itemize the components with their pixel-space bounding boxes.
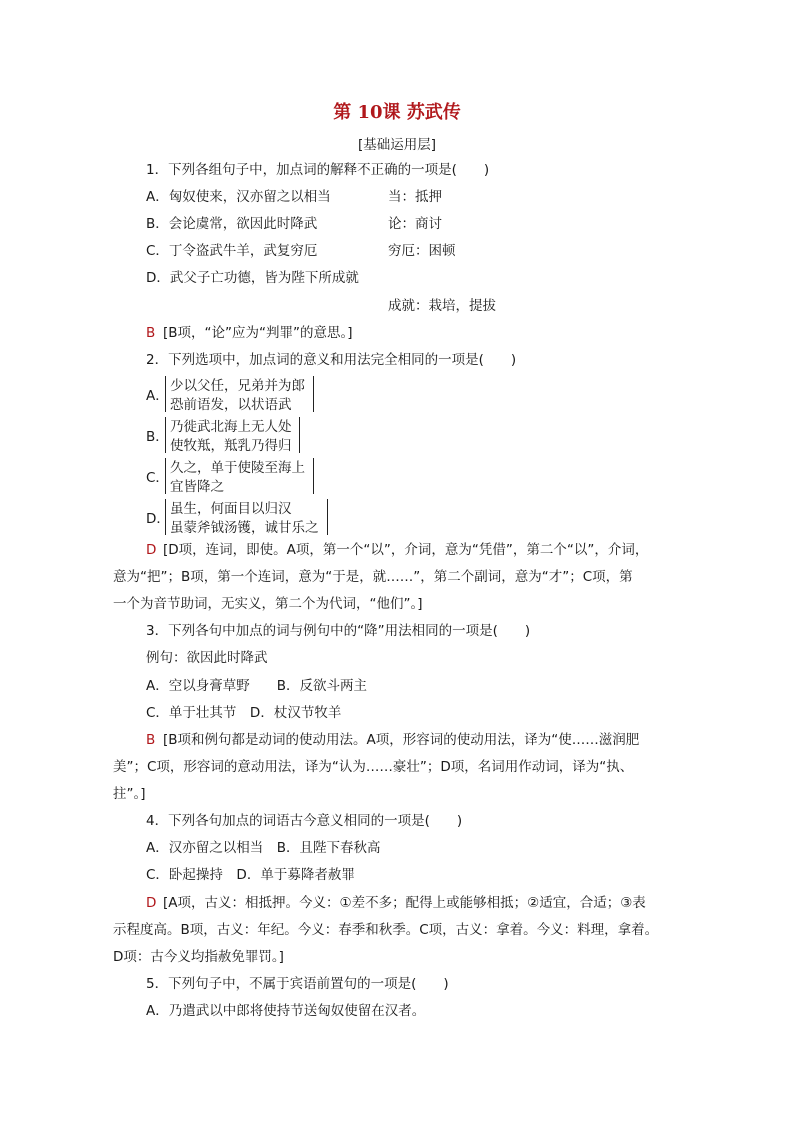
q2-option-b-line1: 乃徙武北海上无人处 (170, 419, 292, 435)
left-brace-icon (165, 417, 168, 453)
q2-option-d-line2: 虽蒙斧钺汤镬，诚甘乐之 (170, 520, 319, 536)
q3-answer-line3: 拄”。] (113, 786, 146, 802)
q2-option-c-line2: 宜皆降之 (170, 479, 224, 495)
q2-option-b-label: B． (146, 429, 169, 445)
q4-options-ab: A．汉亦留之以相当 B．且陛下春秋高 (146, 840, 381, 856)
q1-option-a-gloss: 当：抵押 (388, 189, 442, 205)
q3-answer-letter: B (146, 732, 156, 748)
q2-option-d-label: D． (146, 511, 170, 527)
q2-option-a-label: A． (146, 388, 169, 404)
left-brace-icon (165, 458, 168, 494)
q3-stem: 3．下列各句中加点的词与例句中的“降”用法相同的一项是( ) (146, 623, 531, 639)
q2-option-d-line1: 虽生，何面目以归汉 (170, 501, 292, 517)
q1-option-c-gloss: 穷厄：困顿 (388, 243, 456, 259)
q2-option-d (146, 497, 346, 537)
q5-stem: 5．下列句子中，不属于宾语前置句的一项是( ) (146, 976, 449, 992)
q1-option-a: A．匈奴使来，汉亦留之以相当 (146, 189, 331, 205)
q2-option-b-line2: 使牧羝，羝乳乃得归 (170, 438, 292, 454)
q1-answer-explanation: [B项，“论”应为“判罪”的意思。] (163, 325, 353, 341)
q3-answer-line1: [B项和例句都是动词的使动用法。A项，形容词的使动用法，译为“使……滋润肥 (163, 732, 640, 748)
left-brace-icon (165, 499, 168, 535)
q4-answer-line3: D项：古今义均指赦免罪罚。] (113, 949, 284, 965)
q4-stem: 4．下列各句加点的词语古今意义相同的一项是( ) (146, 813, 463, 829)
q2-answer-line3: 一个为音节助词，无实义，第二个为代词，“他们”。] (113, 596, 423, 612)
lesson-title: 第 10课 苏武传 (333, 102, 461, 123)
q2-option-a (146, 374, 346, 414)
q2-option-c-line1: 久之，单于使陵至海上 (170, 460, 305, 476)
section-heading: [基础运用层] (357, 137, 437, 153)
q1-option-b: B．会论虞常，欲因此时降武 (146, 216, 318, 232)
right-brace-icon (311, 458, 314, 494)
q3-options-cd: C．单于壮其节 D．杖汉节牧羊 (146, 705, 342, 721)
q1-option-c: C．丁令盗武牛羊，武复穷厄 (146, 243, 318, 259)
q2-option-a-line1: 少以父任，兄弟并为郎 (170, 378, 305, 394)
q1-answer-letter: B (146, 325, 156, 341)
q2-stem: 2．下列选项中，加点词的意义和用法完全相同的一项是( ) (146, 352, 517, 368)
q4-answer-line1: [A项，古义：相抵押。今义：①差不多；配得上或能够相抵；②适宜，合适；③表 (163, 895, 646, 911)
q4-answer-letter: D (146, 895, 157, 911)
q2-answer-letter: D (146, 542, 157, 558)
q2-option-b (146, 415, 346, 455)
left-brace-icon (165, 376, 168, 412)
q2-answer-line1: [D项，连词，即使。A项，第一个“以”，介词，意为“凭借”，第二个“以”，介词， (163, 542, 649, 558)
q3-options-ab: A．空以身膏草野 B．反欲斗两主 (146, 678, 367, 694)
q1-option-d: D．武父子亡功德，皆为陛下所成就 (146, 270, 359, 286)
q2-option-c (146, 456, 346, 496)
q3-example: 例句：欲因此时降武 (146, 650, 268, 666)
q2-answer-line2: 意为“把”；B项，第一个连词，意为“于是，就……”，第二个副词，意为“才”；C项，第 (113, 569, 633, 585)
q1-option-b-gloss: 论：商讨 (388, 216, 442, 232)
q2-option-a-line2: 恐前语发，以状语武 (170, 397, 292, 413)
q2-option-c-label: C． (146, 470, 169, 486)
q4-options-cd: C．卧起操持 D．单于募降者赦罪 (146, 867, 355, 883)
right-brace-icon (297, 417, 300, 453)
right-brace-icon (325, 499, 328, 535)
q4-answer-line2: 示程度高。B项，古义：年纪。今义：春季和秋季。C项，古义：拿着。今义：料理，拿着。 (113, 922, 659, 938)
right-brace-icon (311, 376, 314, 412)
q1-option-d-gloss: 成就：栽培，提拔 (388, 298, 496, 314)
q5-option-a: A．乃遣武以中郎将使持节送匈奴使留在汉者。 (146, 1003, 426, 1019)
q1-stem: 1．下列各组句子中，加点词的解释不正确的一项是( ) (146, 162, 490, 178)
q3-answer-line2: 美”；C项，形容词的意动用法，译为“认为……豪壮”；D项，名词用作动词，译为“执、 (113, 759, 634, 775)
